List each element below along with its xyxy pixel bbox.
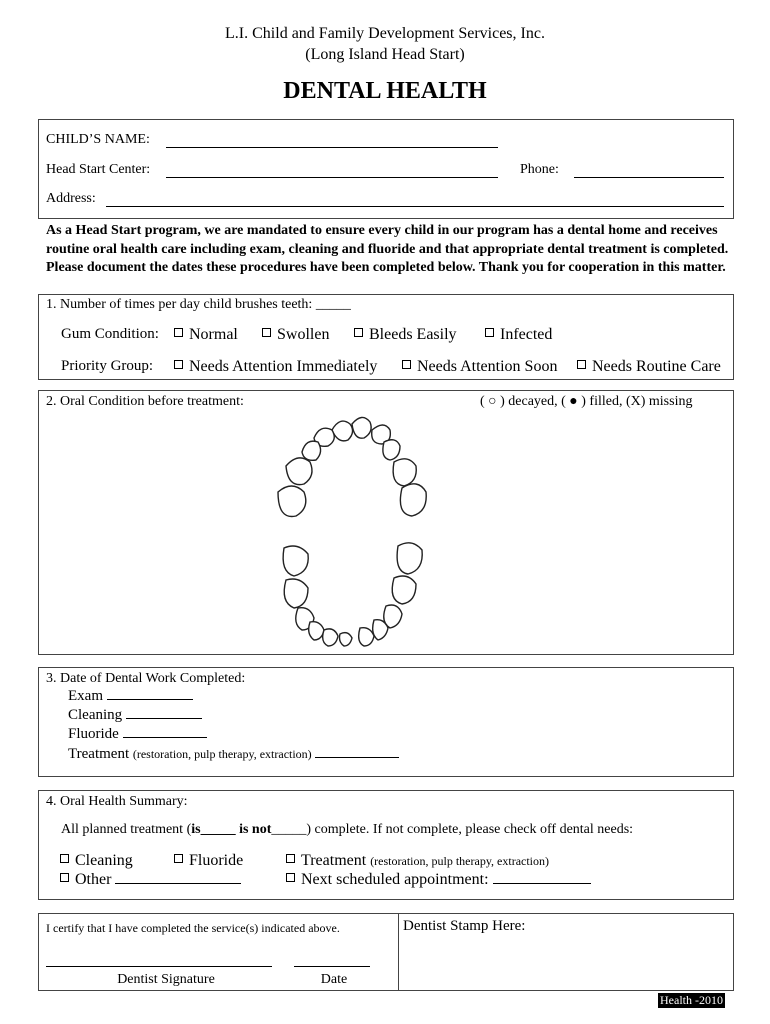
checkbox-icon[interactable] bbox=[485, 328, 494, 337]
checkbox-icon[interactable] bbox=[262, 328, 271, 337]
phone-field[interactable] bbox=[574, 177, 724, 178]
date-label: Date bbox=[320, 972, 348, 987]
work-completed-title: 3. Date of Dental Work Completed: bbox=[46, 671, 246, 686]
next-appointment-option[interactable]: Next scheduled appointment: bbox=[286, 871, 591, 889]
priority-soon-option[interactable]: Needs Attention Soon bbox=[402, 358, 557, 376]
certify-text: I certify that I have completed the service(s) indicated above. bbox=[46, 921, 340, 935]
need-treatment-option[interactable]: Treatment (restoration, pulp therapy, extraction) bbox=[286, 852, 549, 870]
stamp-label: Dentist Stamp Here: bbox=[403, 918, 526, 934]
planned-treatment-line: All planned treatment (is_____ is not_____) complete. If not complete, please check off dental needs: bbox=[61, 822, 634, 837]
oral-condition-title: 2. Oral Condition before treatment: bbox=[46, 394, 244, 409]
cleaning-row[interactable]: Cleaning bbox=[68, 707, 202, 724]
checkbox-icon[interactable] bbox=[577, 360, 586, 369]
address-label: Address: bbox=[46, 191, 96, 206]
exam-row[interactable]: Exam bbox=[68, 688, 193, 705]
checkbox-icon[interactable] bbox=[174, 328, 183, 337]
certify-divider bbox=[398, 913, 399, 991]
address-field[interactable] bbox=[106, 206, 724, 207]
tooth-chart[interactable] bbox=[262, 408, 442, 648]
version-badge: Health -2010 bbox=[660, 993, 723, 1007]
next-appointment-field[interactable] bbox=[493, 883, 591, 884]
checkbox-icon[interactable] bbox=[174, 360, 183, 369]
tooth-legend: ( ○ ) decayed, ( ● ) filled, (X) missing bbox=[480, 394, 693, 409]
checkbox-icon[interactable] bbox=[402, 360, 411, 369]
checkbox-icon[interactable] bbox=[60, 873, 69, 882]
summary-title: 4. Oral Health Summary: bbox=[46, 794, 188, 809]
need-other-option[interactable]: Other bbox=[60, 871, 241, 889]
child-name-label: CHILD’S NAME: bbox=[46, 132, 150, 147]
gum-condition-label: Gum Condition: bbox=[61, 326, 159, 342]
child-name-field[interactable] bbox=[166, 147, 498, 148]
treatment-date-field[interactable] bbox=[315, 757, 399, 758]
fluoride-date-field[interactable] bbox=[123, 737, 207, 738]
org-name: L.I. Child and Family Development Services, Inc. bbox=[225, 25, 545, 42]
date-field[interactable] bbox=[294, 966, 370, 967]
checkbox-icon[interactable] bbox=[60, 854, 69, 863]
upper-tooth bbox=[332, 421, 353, 441]
signature-field[interactable] bbox=[46, 966, 272, 967]
notice-text: As a Head Start program, we are mandated to ensure every child in our program has a dental home and receives routine oral health care including exam, cleaning and fluoride and that appropriate dental treatment is completed. Please document the dates these procedures have been completed below. Thank you for cooperation in this matter. bbox=[46, 223, 729, 275]
exam-date-field[interactable] bbox=[107, 699, 193, 700]
checkbox-icon[interactable] bbox=[174, 854, 183, 863]
brush-count-label: 1. Number of times per day child brushes teeth: _____ bbox=[46, 297, 351, 312]
need-fluoride-option[interactable]: Fluoride bbox=[174, 852, 243, 870]
cleaning-date-field[interactable] bbox=[126, 718, 202, 719]
priority-group-label: Priority Group: bbox=[61, 358, 154, 374]
phone-label: Phone: bbox=[520, 162, 559, 177]
other-field[interactable] bbox=[115, 883, 241, 884]
center-field[interactable] bbox=[166, 177, 498, 178]
treatment-row[interactable]: Treatment (restoration, pulp therapy, extraction) bbox=[68, 746, 399, 763]
gum-bleeds-option[interactable]: Bleeds Easily bbox=[354, 326, 457, 344]
priority-routine-option[interactable]: Needs Routine Care bbox=[577, 358, 721, 376]
gum-swollen-option[interactable]: Swollen bbox=[262, 326, 329, 344]
gum-normal-option[interactable]: Normal bbox=[174, 326, 238, 344]
org-subtitle: (Long Island Head Start) bbox=[305, 46, 465, 63]
need-cleaning-option[interactable]: Cleaning bbox=[60, 852, 133, 870]
checkbox-icon[interactable] bbox=[354, 328, 363, 337]
priority-immediate-option[interactable]: Needs Attention Immediately bbox=[174, 358, 377, 376]
center-label: Head Start Center: bbox=[46, 162, 151, 177]
signature-label: Dentist Signature bbox=[117, 972, 215, 987]
checkbox-icon[interactable] bbox=[286, 873, 295, 882]
page-title: DENTAL HEALTH bbox=[283, 78, 487, 104]
gum-infected-option[interactable]: Infected bbox=[485, 326, 552, 344]
checkbox-icon[interactable] bbox=[286, 854, 295, 863]
fluoride-row[interactable]: Fluoride bbox=[68, 726, 207, 743]
